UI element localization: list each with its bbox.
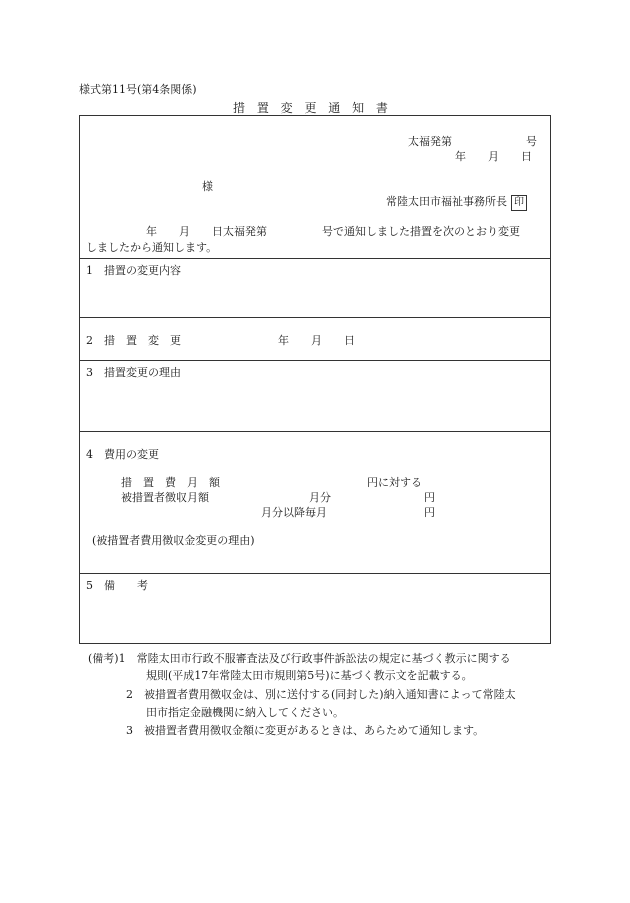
cost-row-3-yen: 円 — [424, 506, 435, 519]
issue-date: 年 月 日 — [455, 150, 532, 163]
cost-row-2-yen: 円 — [424, 491, 435, 504]
form-number: 様式第11号(第4条関係) — [79, 83, 197, 96]
cost-row-2-month: 月分 — [309, 491, 331, 504]
section-5-heading: 5 備 考 — [86, 579, 148, 592]
cost-row-2-label: 被措置者徴収月額 — [121, 491, 209, 504]
cost-row-1-label: 措 置 費 月 額 — [121, 476, 220, 489]
divider-5 — [80, 573, 550, 574]
note-1-line-2: 規則(平成17年常陸太田市規則第5号)に基づく教示文を記載する。 — [146, 669, 473, 682]
doc-number-prefix: 太福発第 — [408, 135, 452, 148]
section-3-heading: 3 措置変更の理由 — [86, 366, 181, 379]
issuer-label: 常陸太田市福祉事務所長 — [386, 195, 507, 208]
cost-row-3-month: 月分以降毎月 — [261, 506, 327, 519]
seal-stamp: 印 — [511, 195, 527, 211]
note-2-line-1: 2 被措置者費用徴収金は、別に送付する(同封した)納入通知書によって常陸太 — [126, 688, 516, 701]
note-2-line-2: 田市指定金融機関に納入してください。 — [146, 706, 344, 719]
divider-3 — [80, 360, 550, 361]
divider-1 — [80, 258, 550, 259]
addressee-suffix: 様 — [202, 180, 213, 193]
cost-change-reason: (被措置者費用徴収金変更の理由) — [92, 534, 255, 547]
section-2-heading: 2 措 置 変 更 — [86, 334, 181, 347]
note-3: 3 被措置者費用徴収金額に変更があるときは、あらためて通知します。 — [126, 724, 485, 737]
divider-2 — [80, 317, 550, 318]
note-1-line-1: (備考)1 常陸太田市行政不服審査法及び行政事件訴訟法の規定に基づく教示に関する — [88, 652, 511, 665]
page-title: 措 置 変 更 通 知 書 — [233, 101, 392, 115]
divider-4 — [80, 431, 550, 432]
section-2-date: 年 月 日 — [278, 334, 355, 347]
cost-row-1-suffix: 円に対する — [367, 476, 422, 489]
issuer-name — [386, 193, 527, 211]
notice-form — [79, 115, 551, 644]
doc-number-suffix: 号 — [526, 135, 537, 148]
section-4-heading: 4 費用の変更 — [86, 448, 159, 461]
section-1-heading: 1 措置の変更内容 — [86, 264, 181, 277]
body-line-2: しましたから通知します。 — [86, 241, 218, 254]
body-line-1: 年 月 日太福発第 号で通知しました措置を次のとおり変更 — [146, 225, 520, 238]
